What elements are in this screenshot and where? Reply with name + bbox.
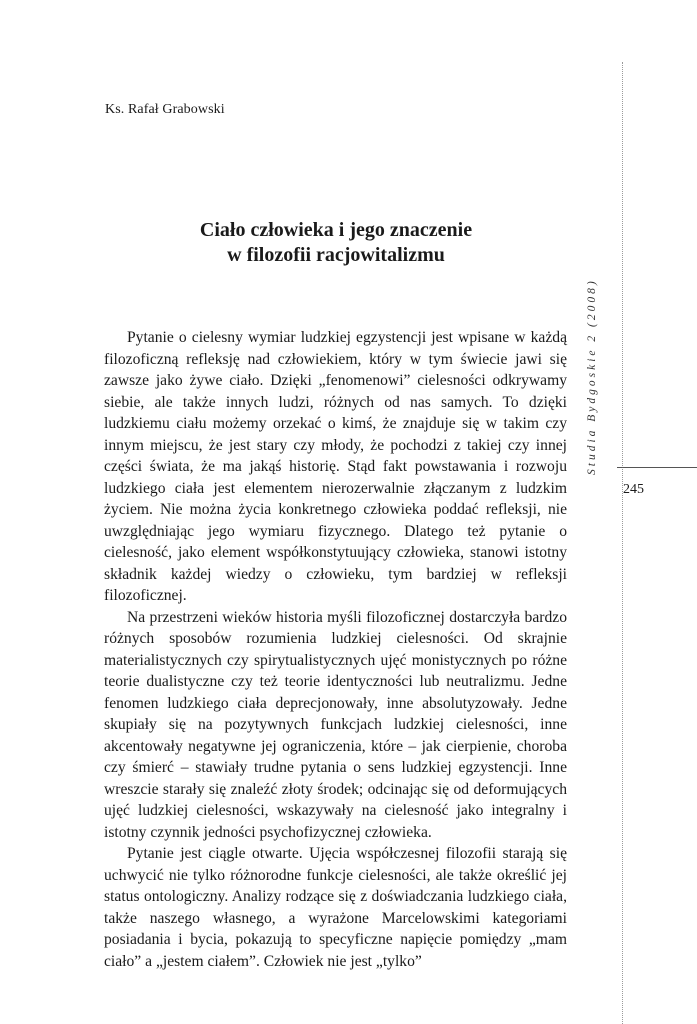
paragraph-2: Na przestrzeni wieków historia myśli filozoficznej dostarczyła bardzo różnych sposobów rozumienia ludzkiej cielesności. Od skrajnie materialistycznych czy spirytualistycznych ujęć monistycznych po różne teorie dualistyczne czy też teorie identyczności lub neutralizmu. Jedne fenomen ludzkiego ciała deprecjonowały, inne absolutyzowały. Jedne skupiały się na pozytywnych funkcjach ludzkiej cielesności, inne akcentowały negatywne jej ograniczenia, które – jak cierpienie, choroba czy śmierć – stawiały trudne pytania o sens ludzkiej egzystencji. Inne wreszcie starały się znaleźć złoty środek; odcinając się od deformujących ujęć ludzkiej cielesności, wskazywały na cielesność jako integralny i istotny czynnik jedności psychofizycznej człowieka.	[104, 608, 567, 841]
journal-name: Studia Bydgoskie 2 (2008)	[586, 278, 598, 475]
article-body	[104, 327, 567, 972]
page-number-rule	[617, 467, 697, 468]
title-line-1: Ciało człowieka i jego znaczenie	[199, 219, 473, 241]
page-number: 245	[623, 482, 644, 497]
margin-dotted-rule	[622, 62, 623, 1024]
paragraph-3: Pytanie jest ciągle otwarte. Ujęcia współczesnej filozofii starają się uchwycić nie tylko różnorodne funkcje cielesności, ale także określić jej status ontologiczny. Analizy rodzące się z doświadczania ludzkiego ciała, także naszego własnego, a wyrażone Marcelowskimi kategoriami posiadania i bycia, pokazują to specyficzne napięcie pomiędzy „mam ciało” a „jestem ciałem”. Człowiek nie jest „tylko”	[104, 845, 567, 970]
title-line-2: w filozofii racjowitalizmu	[227, 244, 445, 266]
article-title	[105, 218, 567, 268]
paragraph-1: Pytanie o cielesny wymiar ludzkiej egzystencji jest wpisane w każdą filozoficzną refleksję nad człowiekiem, który w tym świecie jawi się zawsze jako żywe ciało. Dzięki „fenomenowi” cielesności odkrywamy siebie, ale także innych ludzi, różnych od nas samych. To dzięki ludzkiemu ciału możemy orzekać o kimś, że znajduje się w takim czy innym miejscu, że jest stary czy młody, że pochodzi z takiej czy innej części świata, że ma jakąś historię. Stąd fakt powstawania i rozwoju ludzkiego ciała jest elementem nierozerwalnie złączanym z ludzkim życiem. Nie można życia konkretnego człowieka poddać refleksji, nie uwzględniając jego wymiaru fizycznego. Dlatego też pytanie o cielesność, jako element współkonstytuujący człowieka, stanowi istotny składnik każdej wiedzy o człowieku, tym bardziej w refleksji filozoficznej.	[104, 329, 567, 604]
author-name: Ks. Rafał Grabowski	[105, 102, 225, 117]
